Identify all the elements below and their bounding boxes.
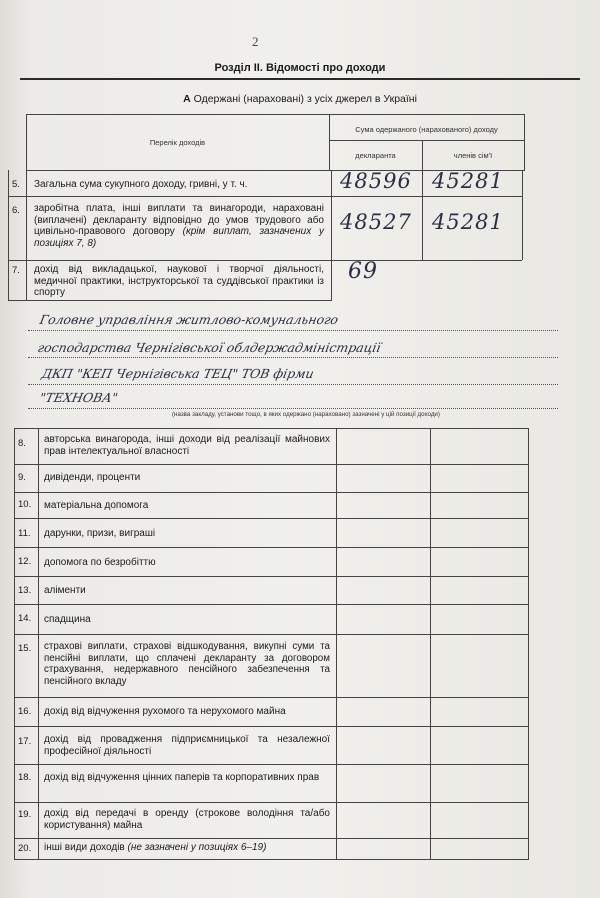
row-label: спадщина xyxy=(44,614,91,625)
section-title: Розділ II. Відомості про доходи xyxy=(214,62,386,74)
row-number: 16. xyxy=(18,706,32,717)
header-declarant: декларанта xyxy=(355,151,396,160)
source-line: ДКП "КЕП Чернігівська ТЕЦ" ТОВ фірми xyxy=(40,366,316,381)
row-label: аліменти xyxy=(44,585,86,596)
subsection-letter: А xyxy=(183,93,191,105)
family-value: 45281 xyxy=(432,210,504,234)
row-number: 20. xyxy=(18,843,32,854)
declarant-value: 48596 xyxy=(340,169,412,193)
row-number: 7. xyxy=(12,265,20,276)
row-label-text: інші види доходів xyxy=(44,842,125,853)
source-caption: (назва закладу, установи тощо, в яких одержано (нараховано) зазначені у цій позиції доходи) xyxy=(172,411,440,418)
row-number: 13. xyxy=(18,585,32,596)
row-number: 19. xyxy=(18,809,32,820)
row-label: допомога по безробіттю xyxy=(44,557,156,568)
row-label: дохід від відчуження рухомого та нерухомого майна xyxy=(44,706,286,717)
row-number: 8. xyxy=(18,438,26,449)
row-label xyxy=(44,842,330,854)
row-label-text: заробітна плата, інші виплати та винагороди, нараховані (виплачені) декларанту відповідно до умов трудового або цивільно-правового договору xyxy=(34,203,324,238)
source-line: Головне управління житлово-комунального xyxy=(38,312,340,327)
row-label xyxy=(34,203,324,249)
row-number: 9. xyxy=(18,472,26,483)
row-number: 10. xyxy=(18,499,32,510)
row-label: дохід від передачі в оренду (строкове володіння та/або користування) майна xyxy=(44,808,330,831)
subsection-title xyxy=(0,93,600,105)
row-number: 12. xyxy=(18,556,32,567)
row-number: 5. xyxy=(12,179,20,190)
row-number: 15. xyxy=(18,643,32,654)
header-sum: Сума одержаного (нарахованого) доходу xyxy=(355,125,498,134)
row-number: 6. xyxy=(12,205,20,216)
row-label-note: (не зазначені у позиціях 6–19) xyxy=(127,842,267,853)
page-number: 2 xyxy=(252,34,259,49)
source-line: "ТЕХНОВА" xyxy=(38,390,120,405)
header-list: Перелік доходів xyxy=(149,138,206,147)
row-label: матеріальна допомога xyxy=(44,500,149,511)
row-number: 14. xyxy=(18,613,32,624)
row-label: дохід від відчуження цінних паперів та корпоративних прав xyxy=(44,772,320,783)
source-line: господарства Чернігівської облдержадміністрації xyxy=(36,340,383,355)
row-number: 11. xyxy=(18,528,31,539)
row-number: 17. xyxy=(18,736,32,747)
row-label: дивіденди, проценти xyxy=(44,472,141,483)
row-label: дохід від викладацької, наукової і творчої діяльності, медичної практики, інструкторської та суддівської практики із спорту xyxy=(34,264,324,299)
family-value: 45281 xyxy=(432,169,504,193)
row-label: дохід від провадження підприємницької та незалежної професійної діяльності xyxy=(44,734,330,757)
row-label: дарунки, призи, виграші xyxy=(44,528,156,539)
row-label: Загальна сума сукупного доходу, гривні, у т. ч. xyxy=(34,179,248,190)
row-label: страхові виплати, страхові відшкодування, викупні суми та пенсійні виплати, що сплачені декларанту за договором страхування, недержавного пенсійного забезпечення та пенсійного вкладу xyxy=(44,641,330,687)
row-number: 18. xyxy=(18,772,32,783)
row-label-note: (крім виплат, зазначених у позиціях 7, 8) xyxy=(34,226,325,249)
subsection-text: Одержані (нараховані) з усіх джерел в Україні xyxy=(193,93,417,105)
row-label: авторська винагорода, інші доходи від реалізації майнових прав інтелектуальної власності xyxy=(44,434,330,457)
title-underline xyxy=(20,78,580,80)
declarant-value: 48527 xyxy=(340,210,412,234)
header-family: членів сім'ї xyxy=(453,151,493,160)
declarant-value: 69 xyxy=(348,259,378,284)
